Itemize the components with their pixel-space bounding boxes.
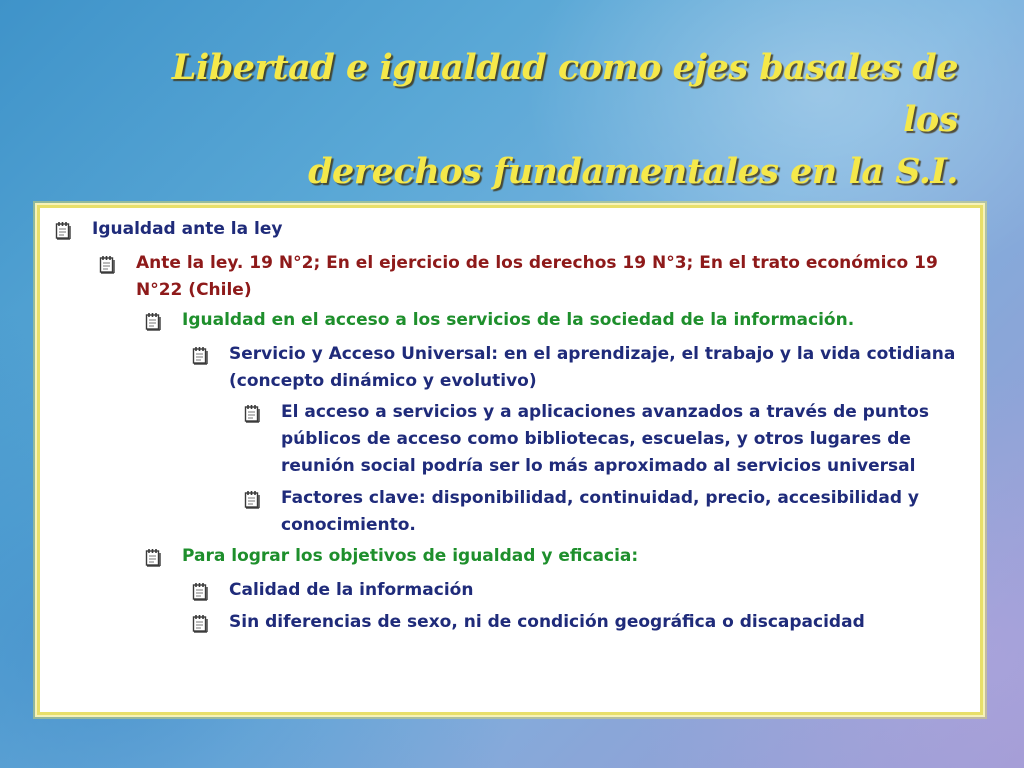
notepad-bullet-icon [98, 254, 118, 274]
bullet-text: El acceso a servicios y a aplicaciones avanzados a través de puntos públicos de acceso como bibliotecas, escuelas, y otros lugares de reunión social podría ser lo más aproximado al servicios universal [281, 402, 929, 476]
slide-title [150, 42, 958, 198]
notepad-bullet-icon [144, 311, 164, 331]
bullet-item-igualdad-ante-la-ley [54, 216, 970, 243]
content-box [37, 205, 983, 715]
notepad-bullet-icon [54, 220, 74, 240]
bullet-item-servicio-y-acceso-universal [191, 341, 970, 395]
notepad-bullet-icon [243, 403, 263, 423]
notepad-bullet-icon [191, 613, 211, 633]
bullet-text: Calidad de la información [229, 580, 474, 600]
bullet-item-factores-clave [243, 485, 970, 539]
bullet-text: Sin diferencias de sexo, ni de condición geográfica o discapacidad [229, 612, 865, 632]
bullet-item-calidad-de-la-informacion [191, 577, 970, 604]
bullet-text: Para lograr los objetivos de igualdad y eficacia: [182, 546, 639, 566]
bullet-text: Igualdad en el acceso a los servicios de la sociedad de la información. [182, 310, 855, 330]
bullet-item-igualdad-en-el-acceso [144, 307, 970, 334]
bullet-text: Factores clave: disponibilidad, continuidad, precio, accesibilidad y conocimiento. [281, 488, 919, 535]
slide-title-line-1: Libertad e igualdad como ejes basales de los [171, 47, 958, 140]
notepad-bullet-icon [191, 581, 211, 601]
bullet-text: Ante la ley. 19 N°2; En el ejercicio de los derechos 19 N°3; En el trato económico 19 N°22 (Chile) [136, 253, 938, 300]
bullet-text: Servicio y Acceso Universal: en el aprendizaje, el trabajo y la vida cotidiana (concepto dinámico y evolutivo) [229, 344, 956, 391]
slide-title-line-2: derechos fundamentales en la S.I. [308, 151, 958, 192]
bullet-text: Igualdad ante la ley [92, 219, 283, 239]
bullet-item-sin-diferencias [191, 609, 970, 636]
bullet-item-ante-la-ley [98, 250, 970, 304]
notepad-bullet-icon [191, 345, 211, 365]
bullet-item-el-acceso-a-servicios [243, 399, 970, 480]
notepad-bullet-icon [144, 547, 164, 567]
notepad-bullet-icon [243, 489, 263, 509]
bullet-item-para-lograr-los-objetivos [144, 543, 970, 570]
